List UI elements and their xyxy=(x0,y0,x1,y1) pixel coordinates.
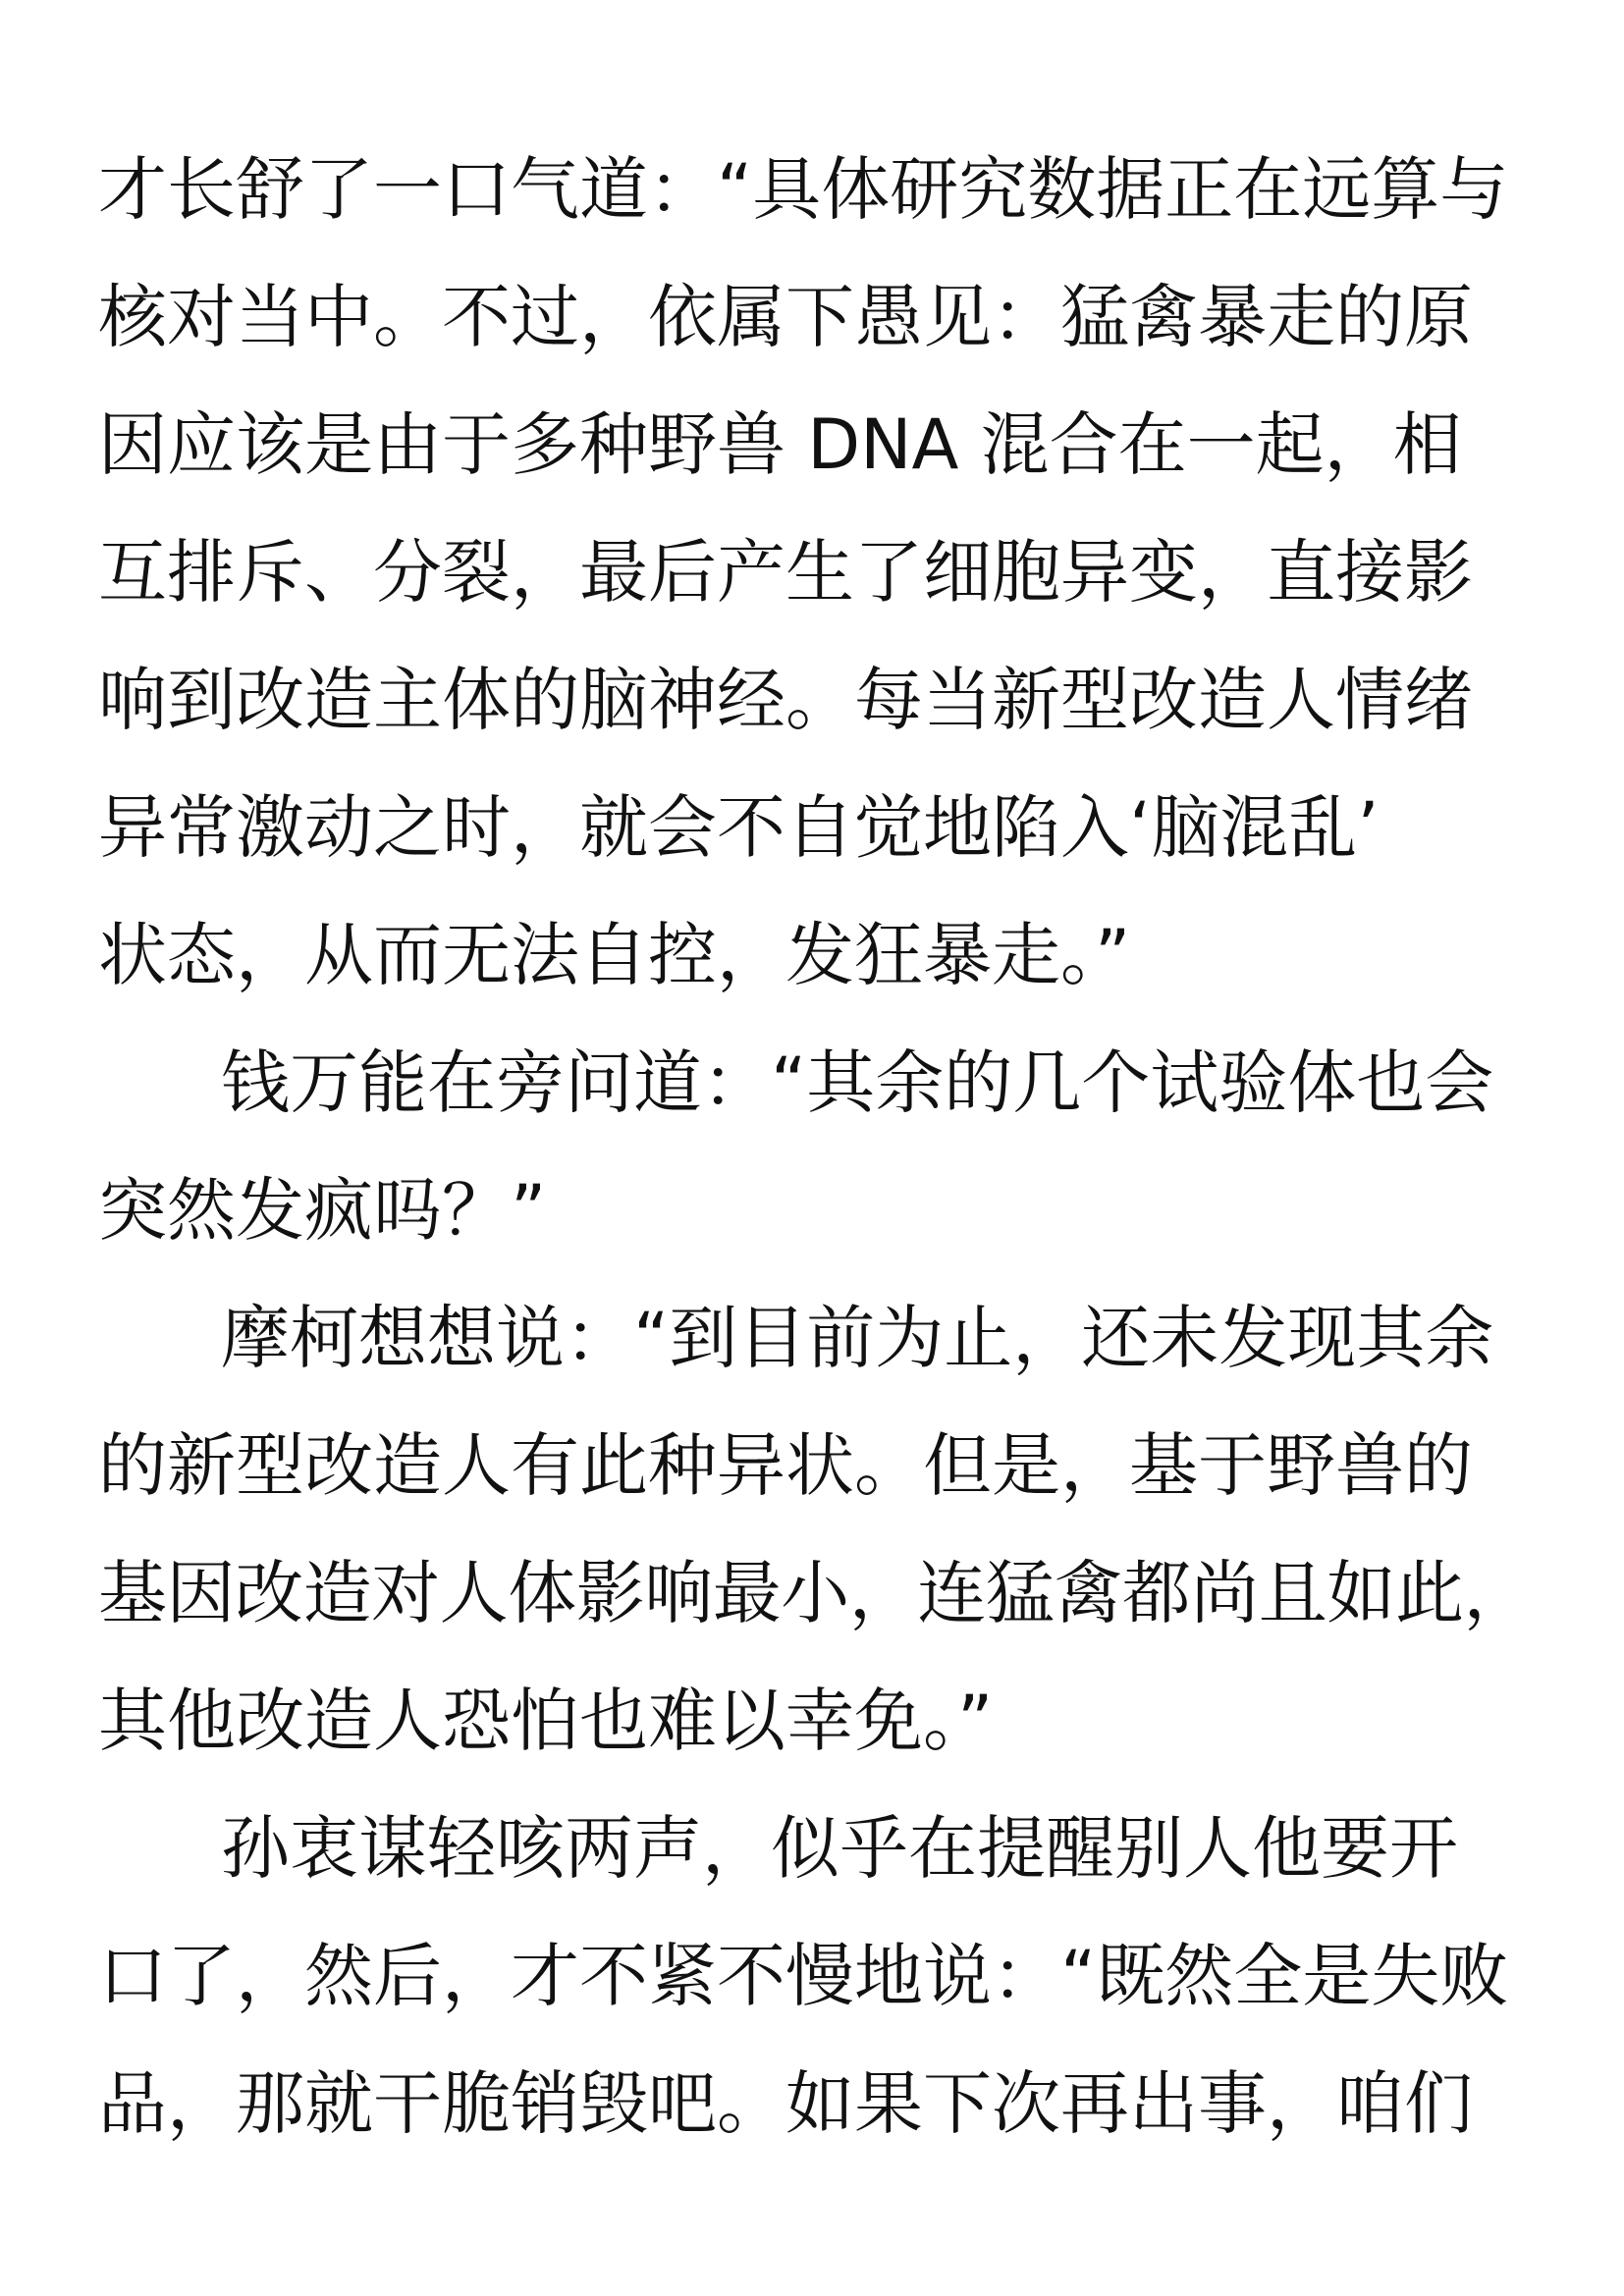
text-line: 核对当中。不过，依属下愚见：猛禽暴走的原 xyxy=(98,277,1473,357)
text-line: 响到改造主体的脑神经。每当新型改造人情绪 xyxy=(98,660,1473,740)
text-line: 的新型改造人有此种异状。但是，基于野兽的 xyxy=(98,1425,1473,1506)
body-text xyxy=(98,126,1532,2167)
text-line: 因应该是由于多种野兽 DNA 混合在一起，相 xyxy=(98,404,1462,485)
text-line: 才长舒了一口气道：“具体研究数据正在远算与 xyxy=(98,149,1509,230)
text-line: 品，那就干脆销毁吧。如果下次再出事，咱们 xyxy=(98,2063,1473,2144)
text-line: 突然发疯吗？” xyxy=(98,1170,547,1251)
text-line: 口了，然后，才不紧不慢地说：“既然全是失败 xyxy=(98,1936,1509,2016)
paragraph-start-line: 孙衷谋轻咳两声，似乎在提醒别人他要开 xyxy=(221,1808,1458,1889)
paragraph-start-line: 摩柯想想说：“到目前为止，还未发现其余 xyxy=(221,1298,1494,1378)
text-line: 基因改造对人体影响最小，连猛禽都尚且如此， xyxy=(98,1553,1532,1633)
text-line: 状态，从而无法自控，发狂暴走。” xyxy=(98,915,1131,995)
paragraph-start-line: 钱万能在旁问道：“其余的几个试验体也会 xyxy=(221,1042,1494,1123)
text-line: 异常激动之时，就会不自觉地陷入‘脑混乱’ xyxy=(98,787,1380,868)
text-line: 其他改造人恐怕也难以幸免。” xyxy=(98,1681,994,1761)
text-line: 互排斥、分裂，最后产生了细胞异变，直接影 xyxy=(98,532,1473,613)
